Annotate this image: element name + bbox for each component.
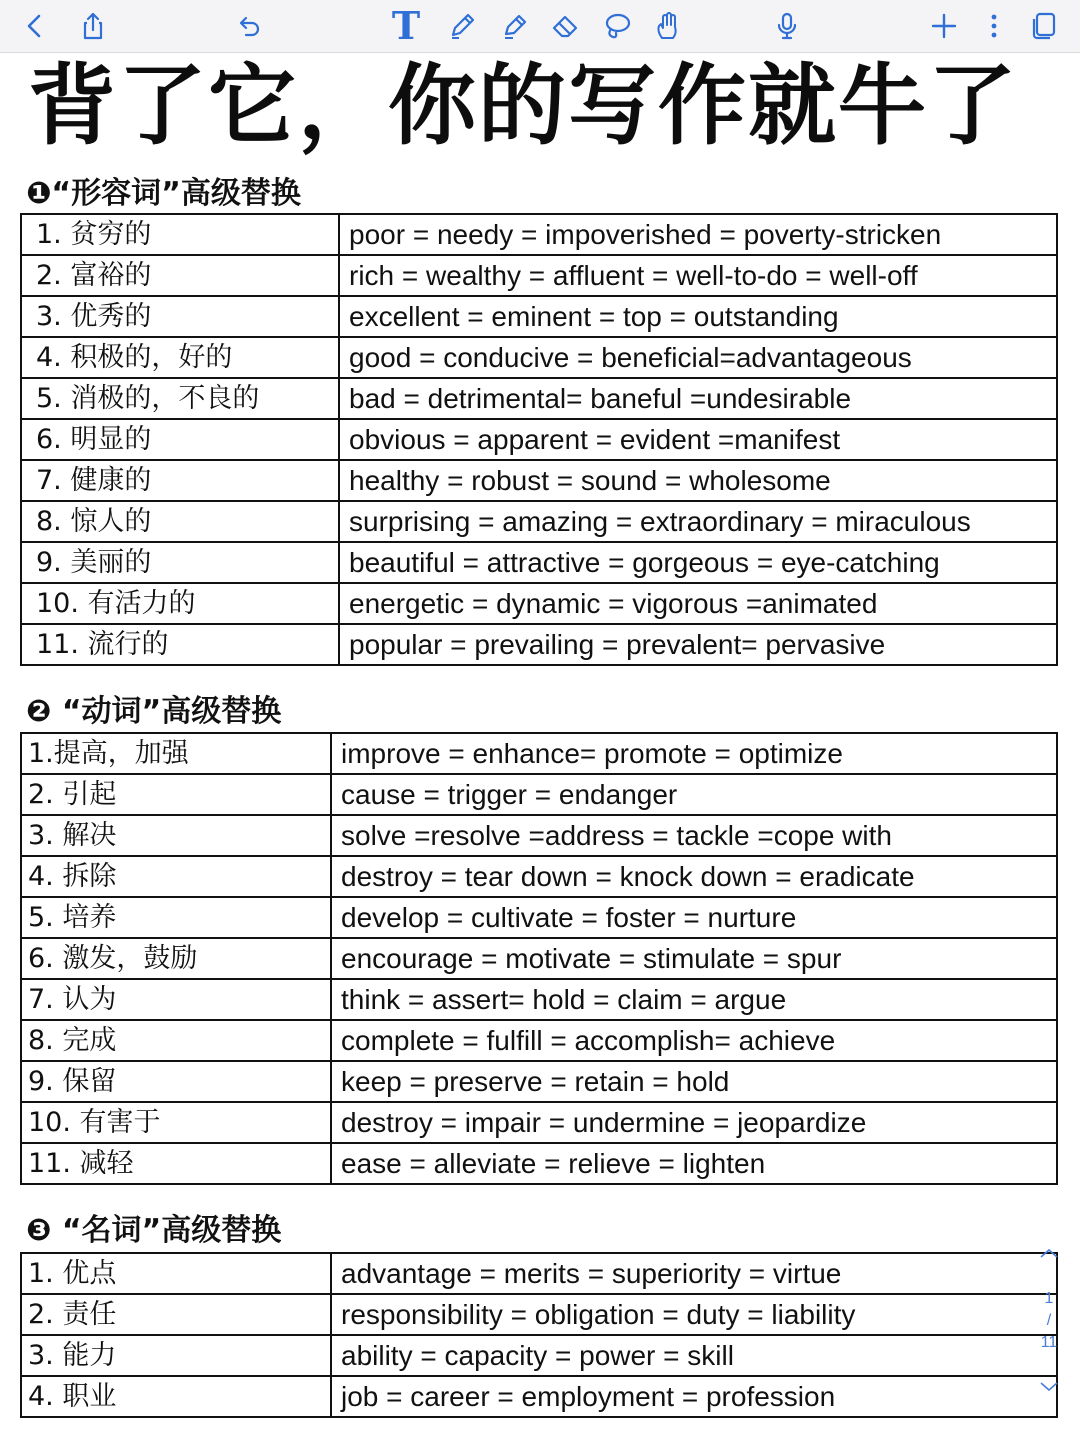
table-row <box>21 583 1057 624</box>
chinese-cell: 11. 减轻 <box>21 1143 331 1184</box>
highlighter-icon[interactable] <box>492 4 536 48</box>
hand-icon[interactable] <box>646 4 690 48</box>
table-row <box>21 938 1057 979</box>
chinese-cell: 4. 职业 <box>21 1376 331 1417</box>
table-row <box>21 1376 1057 1417</box>
share-icon[interactable] <box>71 4 115 48</box>
chinese-cell: 1. 优点 <box>21 1253 331 1294</box>
synonyms-cell: rich = wealthy = affluent = well-to-do = well-off <box>339 255 1057 296</box>
synonyms-cell: healthy = robust = sound = wholesome <box>339 460 1057 501</box>
chinese-cell: 7. 健康的 <box>21 460 339 501</box>
lasso-icon[interactable] <box>595 4 639 48</box>
synonyms-cell: destroy = tear down = knock down = eradicate <box>331 856 1057 897</box>
total-pages: 11 <box>1040 1334 1058 1351</box>
chinese-cell: 2. 富裕的 <box>21 255 339 296</box>
table-row <box>21 856 1057 897</box>
synonyms-cell: job = career = employment = profession <box>331 1376 1057 1417</box>
synonyms-cell: improve = enhance= promote = optimize <box>331 733 1057 774</box>
page-up-icon[interactable] <box>1036 1246 1062 1265</box>
chinese-cell: 6. 明显的 <box>21 419 339 460</box>
synonyms-cell: destroy = impair = undermine = jeopardize <box>331 1102 1057 1143</box>
chinese-cell: 10. 有害于 <box>21 1102 331 1143</box>
page-title: 背了它，你的写作就牛了 <box>28 54 1019 157</box>
microphone-icon[interactable] <box>765 4 809 48</box>
synonyms-cell: think = assert= hold = claim = argue <box>331 979 1057 1020</box>
synonyms-cell: beautiful = attractive = gorgeous = eye-catching <box>339 542 1057 583</box>
chinese-cell: 4. 积极的，好的 <box>21 337 339 378</box>
table-row <box>21 1061 1057 1102</box>
table-row <box>21 1335 1057 1376</box>
eraser-icon[interactable] <box>543 4 587 48</box>
table-row <box>21 774 1057 815</box>
pen-icon[interactable] <box>440 4 484 48</box>
more-icon[interactable] <box>972 4 1016 48</box>
pages-icon[interactable] <box>1022 4 1066 48</box>
synonyms-cell: good = conducive = beneficial=advantageous <box>339 337 1057 378</box>
synonyms-cell: responsibility = obligation = duty = liability <box>331 1294 1057 1335</box>
synonyms-cell: excellent = eminent = top = outstanding <box>339 296 1057 337</box>
table-row <box>21 897 1057 938</box>
undo-icon[interactable] <box>227 4 271 48</box>
synonyms-cell: energetic = dynamic = vigorous =animated <box>339 583 1057 624</box>
synonyms-cell: encourage = motivate = stimulate = spur <box>331 938 1057 979</box>
chinese-cell: 9. 保留 <box>21 1061 331 1102</box>
synonyms-cell: poor = needy = impoverished = poverty-stricken <box>339 214 1057 255</box>
table-row <box>21 624 1057 665</box>
chinese-cell: 2. 引起 <box>21 774 331 815</box>
table-row <box>21 979 1057 1020</box>
add-page-icon[interactable] <box>922 4 966 48</box>
text-tool-icon[interactable] <box>384 4 428 48</box>
table-row <box>21 460 1057 501</box>
page-indicator <box>1036 1246 1062 1396</box>
chinese-cell: 1.提高，加强 <box>21 733 331 774</box>
table-row <box>21 214 1057 255</box>
chinese-cell: 3. 优秀的 <box>21 296 339 337</box>
chinese-cell: 10. 有活力的 <box>21 583 339 624</box>
table-row <box>21 255 1057 296</box>
section-heading-verbs: ❷ “动词”高级替换 <box>26 694 282 729</box>
table-row <box>21 501 1057 542</box>
chinese-cell: 5. 培养 <box>21 897 331 938</box>
table-row <box>21 337 1057 378</box>
chinese-cell: 9. 美丽的 <box>21 542 339 583</box>
synonyms-cell: advantage = merits = superiority = virtue <box>331 1253 1057 1294</box>
chinese-cell: 7. 认为 <box>21 979 331 1020</box>
verbs-table <box>20 732 1058 1185</box>
chinese-cell: 11. 流行的 <box>21 624 339 665</box>
table-row <box>21 1253 1057 1294</box>
back-icon[interactable] <box>13 4 57 48</box>
text-tool-glyph: T <box>391 3 421 48</box>
chinese-cell: 6. 激发，鼓励 <box>21 938 331 979</box>
chinese-cell: 3. 能力 <box>21 1335 331 1376</box>
nouns-table <box>20 1252 1058 1418</box>
synonyms-cell: solve =resolve =address = tackle =cope with <box>331 815 1057 856</box>
table-row <box>21 1102 1057 1143</box>
table-row <box>21 815 1057 856</box>
chinese-cell: 1. 贫穷的 <box>21 214 339 255</box>
chinese-cell: 5. 消极的，不良的 <box>21 378 339 419</box>
synonyms-cell: ability = capacity = power = skill <box>331 1335 1057 1376</box>
synonyms-cell: ease = alleviate = relieve = lighten <box>331 1143 1057 1184</box>
table-row <box>21 1143 1057 1184</box>
table-row <box>21 296 1057 337</box>
synonyms-cell: develop = cultivate = foster = nurture <box>331 897 1057 938</box>
synonyms-cell: bad = detrimental= baneful =undesirable <box>339 378 1057 419</box>
page-separator: / <box>1046 1312 1052 1329</box>
synonyms-cell: complete = fulfill = accomplish= achieve <box>331 1020 1057 1061</box>
table-row <box>21 542 1057 583</box>
chinese-cell: 2. 责任 <box>21 1294 331 1335</box>
chinese-cell: 3. 解决 <box>21 815 331 856</box>
toolbar <box>0 0 1080 53</box>
section-heading-nouns: ❸ “名词”高级替换 <box>26 1213 282 1248</box>
section-heading-adjectives: ❶“形容词”高级替换 <box>26 176 301 211</box>
chinese-cell: 8. 惊人的 <box>21 501 339 542</box>
table-row <box>21 378 1057 419</box>
table-row <box>21 733 1057 774</box>
synonyms-cell: popular = prevailing = prevalent= pervasive <box>339 624 1057 665</box>
table-row <box>21 1294 1057 1335</box>
synonyms-cell: obvious = apparent = evident =manifest <box>339 419 1057 460</box>
synonyms-cell: surprising = amazing = extraordinary = miraculous <box>339 501 1057 542</box>
table-row <box>21 419 1057 460</box>
chinese-cell: 4. 拆除 <box>21 856 331 897</box>
page-down-icon[interactable] <box>1036 1380 1062 1399</box>
table-row <box>21 1020 1057 1061</box>
synonyms-cell: cause = trigger = endanger <box>331 774 1057 815</box>
adjectives-table <box>20 213 1058 666</box>
synonyms-cell: keep = preserve = retain = hold <box>331 1061 1057 1102</box>
current-page: 1 <box>1044 1290 1054 1307</box>
chinese-cell: 8. 完成 <box>21 1020 331 1061</box>
